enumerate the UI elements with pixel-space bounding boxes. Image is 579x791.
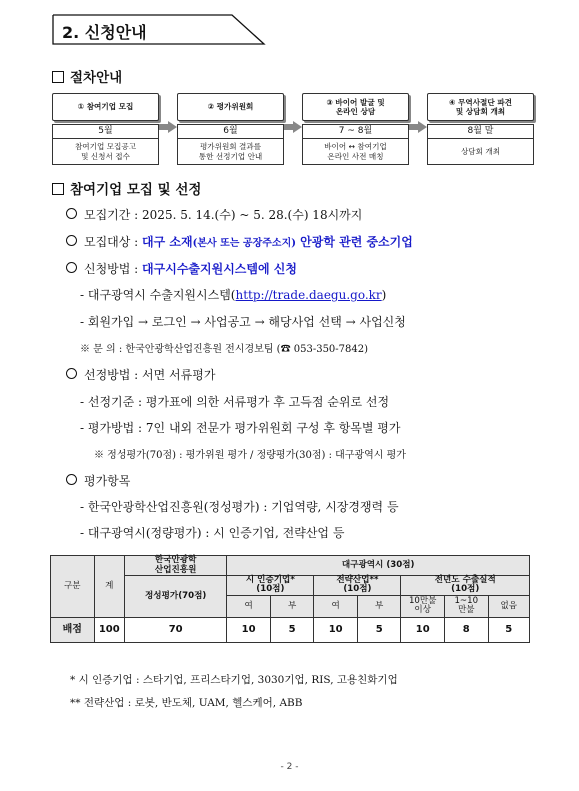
arrow-right-icon [159, 121, 177, 133]
header-yes: 여 [227, 595, 271, 617]
recruit-heading: 참여기업 모집 및 선정 [52, 178, 201, 198]
procedure-heading: 절차안내 [52, 66, 122, 86]
header-city-cert: 시 인증기업* (10점) [227, 576, 314, 596]
step-desc: 상담회 개최 [427, 138, 534, 165]
table-cell: 10 [314, 617, 358, 642]
table-cell: 5 [488, 617, 529, 642]
eval-items-heading: 평가항목 [66, 472, 130, 489]
step-desc: 참여기업 모집공고 및 신청서 접수 [52, 138, 159, 165]
circle-bullet-icon [66, 368, 77, 379]
table-cell: 10 [227, 617, 271, 642]
select-criteria: - 선정기준 : 평가표에 의한 서류평가 후 고득점 순위로 선정 [80, 395, 390, 409]
table-cell: 10 [401, 617, 445, 642]
header-yes: 여 [314, 595, 358, 617]
header-no: 부 [270, 595, 314, 617]
step-4 [427, 93, 534, 165]
step-time: 7 ~ 8월 [302, 124, 409, 138]
step-desc: 평가위원회 결과를 통한 선정기업 안내 [177, 138, 284, 165]
eval-note: ※ 정성평가(70점) : 평가위원 평가 / 정량평가(30점) : 대구광역시 평가 [94, 450, 406, 461]
step-time: 6월 [177, 124, 284, 138]
header-total: 계 [94, 556, 124, 618]
table-cell: 8 [444, 617, 488, 642]
arrow-right-icon [409, 121, 427, 133]
circle-bullet-icon [66, 235, 77, 246]
header-strategic: 전략산업** (10점) [314, 576, 401, 596]
table-cell: 5 [270, 617, 314, 642]
header-export-none: 없음 [488, 595, 529, 617]
footnote-1: * 시 인증기업 : 스타기업, 프리스타기업, 3030기업, RIS, 고용친화기업 [70, 674, 398, 686]
arrow-right-icon [284, 121, 302, 133]
table-cell: 100 [94, 617, 124, 642]
eval-method: - 평가방법 : 7인 내외 전문가 평가위원회 구성 후 항목별 평가 [80, 421, 401, 435]
section-title: 2. 신청안내 [62, 23, 147, 42]
eval-item-2: - 대구광역시(정량평가) : 시 인증기업, 전략산업 등 [80, 526, 345, 540]
checkbox-square-icon [52, 183, 64, 195]
apply-flow: - 회원가입 → 로그인 → 사업공고 → 해당사업 선택 → 사업신청 [80, 315, 406, 329]
header-category: 구분 [51, 556, 95, 618]
table-cell: 5 [357, 617, 401, 642]
footnote-2: ** 전략산업 : 로봇, 반도체, UAM, 헬스케어, ABB [70, 697, 303, 709]
recruit-period: 모집기간 : 2025. 5. 14.(수) ~ 5. 28.(수) 18시까지 [66, 206, 362, 223]
contact-note: ※ 문 의 : 한국안광학산업진흥원 전시경보팀 (☎ 053-350-7842) [80, 344, 369, 355]
checkbox-square-icon [52, 71, 64, 83]
circle-bullet-icon [66, 262, 77, 273]
table-cell: 70 [125, 617, 227, 642]
recruit-target: 모집대상 : 대구 소재(본사 또는 공장주소지) 안광학 관련 중소기업 [66, 233, 413, 250]
step-head: ② 평가위원회 [177, 93, 284, 121]
row-label: 배점 [51, 617, 95, 642]
header-kofoti: 한국안광학 산업진흥원 [125, 556, 227, 576]
step-head: ① 참여기업 모집 [52, 93, 159, 121]
system-line: - 대구광역시 수출지원시스템(http://trade.daegu.go.kr) [80, 288, 387, 302]
system-link[interactable]: http://trade.daegu.go.kr [235, 288, 382, 302]
header-qualitative: 정성평가(70점) [125, 576, 227, 618]
select-method: 선정방법 : 서면 서류평가 [66, 366, 215, 383]
header-export-high: 10만불 이상 [401, 595, 445, 617]
header-export-mid: 1~10 만불 [444, 595, 488, 617]
step-head: ③ 바이어 발굴 및 온라인 상담 [302, 93, 409, 121]
eval-item-1: - 한국안광학산업진흥원(정성평가) : 기업역량, 시장경쟁력 등 [80, 500, 399, 514]
page-number: - 2 - [280, 762, 299, 772]
step-3 [302, 93, 409, 165]
step-desc: 바이어 ↔ 참여기업 온라인 사전 매칭 [302, 138, 409, 165]
score-table [50, 555, 530, 643]
header-export: 전년도 수출실적 (10점) [401, 576, 530, 596]
header-no: 부 [357, 595, 401, 617]
step-time: 8월 말 [427, 124, 534, 138]
header-daegu: 대구광역시 (30점) [227, 556, 530, 576]
circle-bullet-icon [66, 208, 77, 219]
section-title-tab [52, 14, 264, 44]
recruit-method: 신청방법 : 대구시수출지원시스템에 신청 [66, 260, 297, 277]
step-1 [52, 93, 159, 165]
step-2 [177, 93, 284, 165]
step-time: 5월 [52, 124, 159, 138]
circle-bullet-icon [66, 474, 77, 485]
step-head: ④ 무역사절단 파견 및 상담회 개최 [427, 93, 534, 121]
